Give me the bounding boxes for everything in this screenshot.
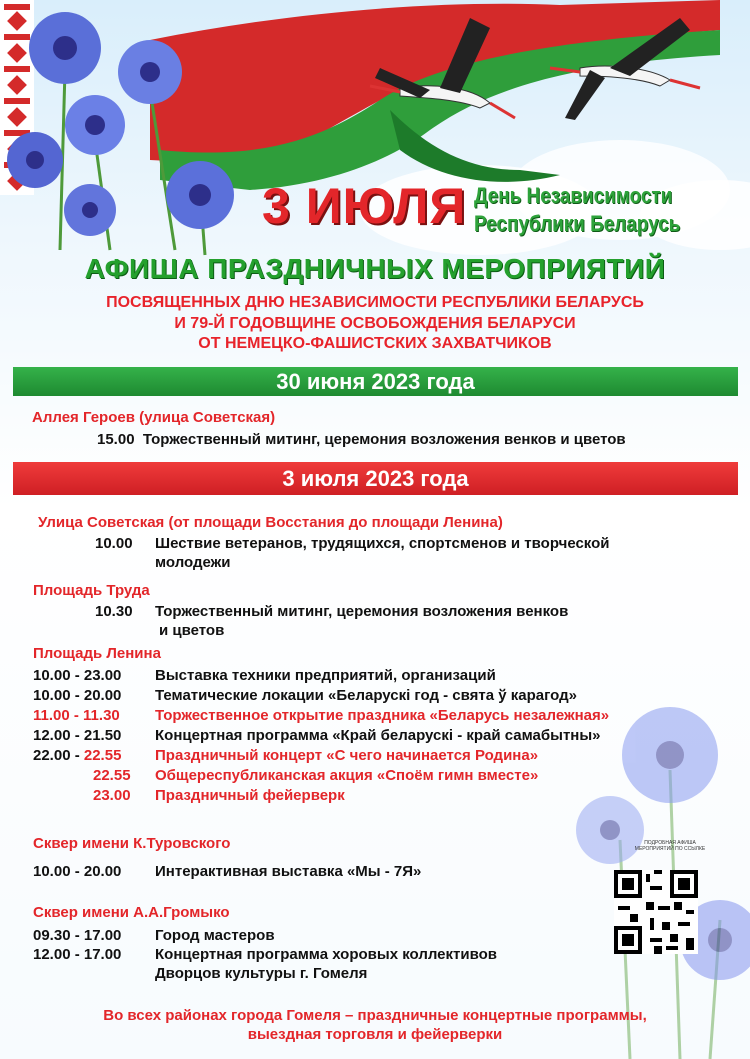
footer-note-line1: Во всех районах города Гомеля – праздничные концертные программы, <box>103 1007 647 1024</box>
schedule-row <box>33 746 538 765</box>
event-row <box>95 534 610 553</box>
event-text-continued: и цветов <box>159 622 225 639</box>
event-time: 22.55 <box>93 767 131 784</box>
location-labor-square: Площадь Труда <box>33 582 150 599</box>
event-text: Шествие ветеранов, трудящихся, спортсменов и творческой <box>155 535 610 552</box>
big-date-title: 3 ИЮЛЯ <box>262 178 467 234</box>
event-text: Праздничный фейерверк <box>155 787 345 804</box>
footer-note-line2: выездная торговля и фейерверки <box>247 1026 503 1043</box>
qr-caption: ПОДРОБНАЯ АФИША МЕРОПРИЯТИЙ ПО ССЫЛКЕ <box>634 840 706 852</box>
holiday-name-line1: День Независимости <box>474 183 673 208</box>
date-bar-june-30: 30 июня 2023 года <box>13 367 738 396</box>
event-row <box>95 602 568 621</box>
event-time: 10.00 <box>95 535 133 552</box>
schedule-row <box>33 666 496 685</box>
event-time: 15.00 <box>97 431 135 448</box>
schedule-row <box>33 726 601 745</box>
schedule-row-highlight <box>33 706 609 725</box>
event-text: Концертная программа «Край беларускi - край самабытны» <box>155 727 601 744</box>
schedule-row-highlight <box>93 766 538 785</box>
event-text: Общереспубликанская акция «Споём гимн вместе» <box>155 767 539 784</box>
schedule-row-highlight <box>93 786 345 805</box>
qr-code[interactable] <box>614 870 698 954</box>
event-text: Тематические локации «Беларускi год - свята ў карагод» <box>155 687 578 704</box>
schedule-row <box>33 926 275 945</box>
event-time: 10.30 <box>95 603 133 620</box>
event-text: Торжественный митинг, церемония возложения венков <box>155 603 569 620</box>
event-time: 12.00 - 17.00 <box>33 946 122 963</box>
event-time-end: 22.55 <box>83 747 122 764</box>
event-text: Город мастеров <box>155 927 275 944</box>
event-time-start: 22.00 - <box>33 747 84 764</box>
event-text: Торжественный митинг, церемония возложения венков и цветов <box>142 431 626 448</box>
event-time: 10.00 - 23.00 <box>33 667 122 684</box>
schedule-row <box>33 945 497 964</box>
event-time: 12.00 - 21.50 <box>33 727 122 744</box>
date-bar-july-3: 3 июля 2023 года <box>13 462 738 495</box>
subtitle-line3: ОТ НЕМЕЦКО-ФАШИСТСКИХ ЗАХВАТЧИКОВ <box>198 335 552 352</box>
event-text: Выставка техники предприятий, организаций <box>155 667 496 684</box>
event-text: Интерактивная выставка «Мы - 7Я» <box>155 863 422 880</box>
holiday-name-line2: Республики Беларусь <box>474 211 681 236</box>
location-gromyko-square: Сквер имени А.А.Громыко <box>33 904 230 921</box>
storks-illustration <box>360 8 710 138</box>
poster-title: АФИША ПРАЗДНИЧНЫХ МЕРОПРИЯТИЙ <box>84 253 666 284</box>
event-time: 23.00 <box>93 787 131 804</box>
event-text-continued: молодежи <box>155 554 231 571</box>
location-alley-of-heroes: Аллея Героев (улица Советская) <box>32 409 276 426</box>
subtitle-line1: ПОСВЯЩЕННЫХ ДНЮ НЕЗАВИСИМОСТИ РЕСПУБЛИКИ БЕЛАРУСЬ <box>106 294 644 311</box>
event-time: 10.00 - 20.00 <box>33 687 122 704</box>
event-text: Торжественное открытие праздника «Беларусь незалежная» <box>155 707 610 724</box>
schedule-row <box>33 686 577 705</box>
subtitle-line2: И 79-Й ГОДОВЩИНЕ ОСВОБОЖДЕНИЯ БЕЛАРУСИ <box>174 315 576 332</box>
event-text: Концертная программа хоровых коллективов <box>155 946 497 963</box>
event-time: 09.30 - 17.00 <box>33 927 122 944</box>
event-text: Праздничный концерт «С чего начинается Родина» <box>155 747 539 764</box>
cornflowers-decoration <box>0 0 240 260</box>
event-text-continued: Дворцов культуры г. Гомеля <box>155 965 368 982</box>
event-time: 10.00 - 20.00 <box>33 863 122 880</box>
location-turovsky-square: Сквер имени К.Туровского <box>33 835 231 852</box>
event-time: 11.00 - 11.30 <box>33 707 120 724</box>
location-sovetskaya-street: Улица Советская (от площади Восстания до площади Ленина) <box>38 514 503 531</box>
schedule-row <box>33 862 421 881</box>
location-lenin-square: Площадь Ленина <box>33 645 161 662</box>
event-row <box>97 430 626 449</box>
